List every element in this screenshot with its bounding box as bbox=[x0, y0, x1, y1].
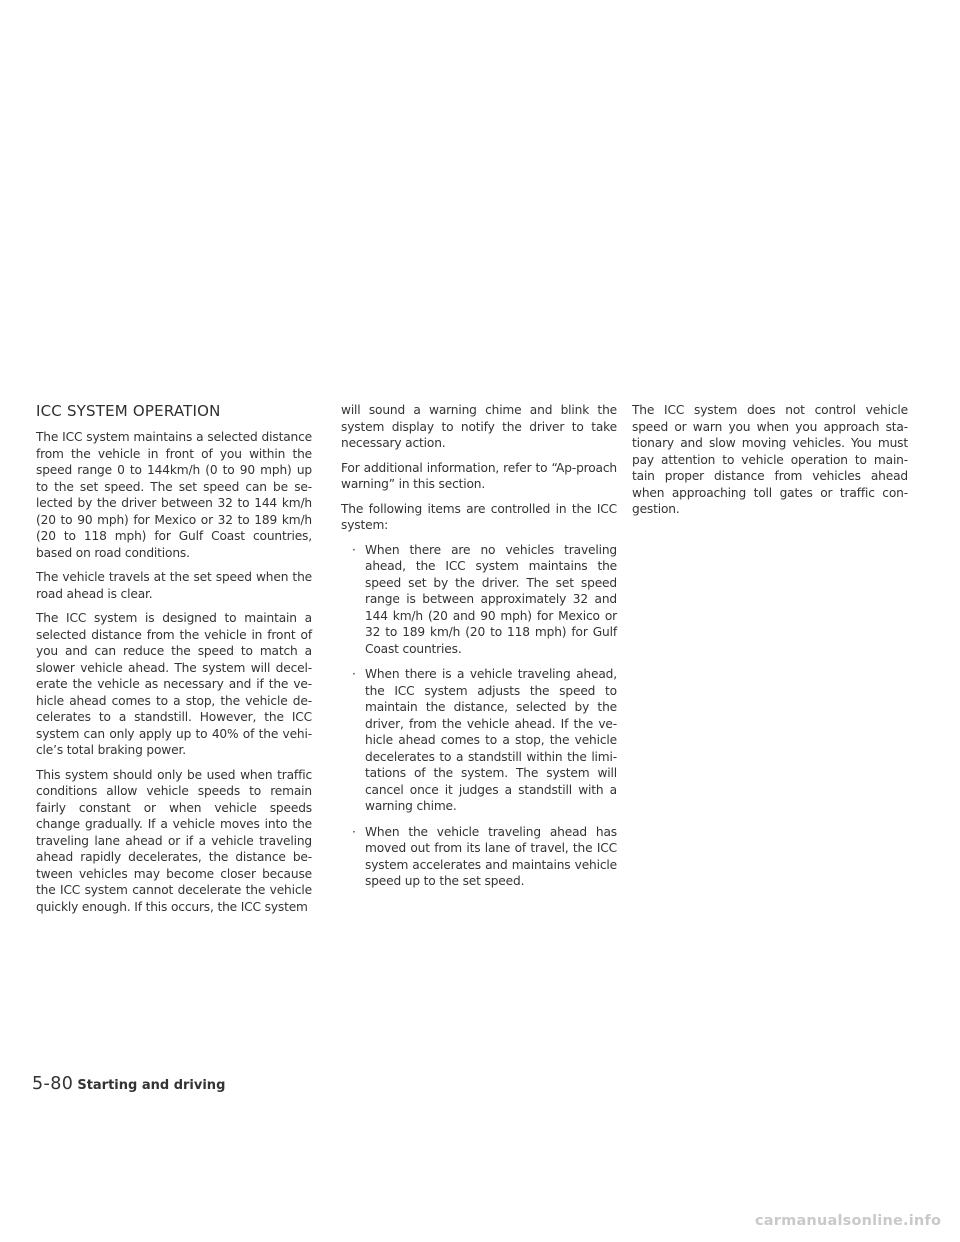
column-middle bbox=[341, 402, 617, 899]
section-heading: ICC SYSTEM OPERATION bbox=[36, 402, 221, 420]
page-number: 5-80 bbox=[32, 1074, 74, 1094]
bullet-marker: · bbox=[352, 824, 356, 839]
bullet-marker: · bbox=[352, 542, 356, 557]
column-left bbox=[36, 402, 312, 923]
bullet-item bbox=[341, 666, 617, 815]
bullet-item bbox=[341, 824, 617, 890]
section-title: Starting and driving bbox=[77, 1078, 226, 1093]
paragraph: The ICC system maintains a selected distance from the vehicle in front of you within the speed range 0 to 144km/h (0 to 90 mph) up to the set speed. The set speed can be se-lected by the driver between 32 to 144 km/h (20 to 90 mph) for Mexico or 32 to 189 km/h (20 to 118 mph) for Gulf Coast countries, based on road conditions. bbox=[36, 430, 312, 560]
paragraph: will sound a warning chime and blink the system display to notify the driver to take necessary action. bbox=[341, 403, 617, 450]
watermark: carmanualsonline.info bbox=[755, 1213, 942, 1229]
paragraph: The following items are controlled in the ICC system: bbox=[341, 501, 617, 532]
paragraph: This system should only be used when traffic conditions allow vehicle speeds to remain fairly constant or when vehicle speeds change gradually. If a vehicle moves into the traveling lane ahead or if a vehicle traveling ahead rapidly decelerates, the distance be-tween vehicles may become closer because the ICC system cannot decelerate the vehicle quickly enough. If this occurs, the ICC system bbox=[36, 767, 312, 914]
paragraph: For additional information, refer to “Ap-proach warning” in this section. bbox=[341, 460, 617, 491]
page-footer bbox=[32, 1074, 225, 1094]
column-right bbox=[632, 402, 908, 526]
bullet-marker: · bbox=[352, 667, 356, 681]
paragraph: The ICC system does not control vehicle speed or warn you when you approach sta-tionary and slow moving vehicles. You must pay attention to vehicle operation to main-tain proper distance from vehicles ahead when approaching toll gates or traffic con-gestion. bbox=[632, 403, 908, 516]
paragraph: The ICC system is designed to maintain a selected distance from the vehicle in front of you and can reduce the speed to match a slower vehicle ahead. The system will decel-erate the vehicle as necessary and if the ve-hicle ahead comes to a stop, the vehicle de-celerates to a standstill. However, the ICC system can only apply up to 40% of the vehi-cle’s total braking power. bbox=[36, 611, 312, 757]
paragraph: The vehicle travels at the set speed when the road ahead is clear. bbox=[36, 570, 312, 601]
bullet-text: When there is a vehicle traveling ahead, the ICC system adjusts the speed to maintain the distance, selected by the driver, from the vehicle ahead. If the ve-hicle ahead comes to a stop, the vehicle decelerates to a standstill within the limi-tations of the system. The system will cancel once it judges a standstill with a warning chime. bbox=[365, 667, 617, 813]
bullet-text: When there are no vehicles traveling ahead, the ICC system maintains the speed set by the driver. The set speed range is between approximately 32 and 144 km/h (20 and 90 mph) for Mexico or 32 to 189 km/h (20 to 118 mph) for Gulf Coast countries. bbox=[365, 542, 617, 656]
bullet-text: When the vehicle traveling ahead has moved out from its lane of travel, the ICC system accelerates and maintains vehicle speed up to the set speed. bbox=[365, 824, 617, 888]
bullet-item bbox=[341, 542, 617, 658]
